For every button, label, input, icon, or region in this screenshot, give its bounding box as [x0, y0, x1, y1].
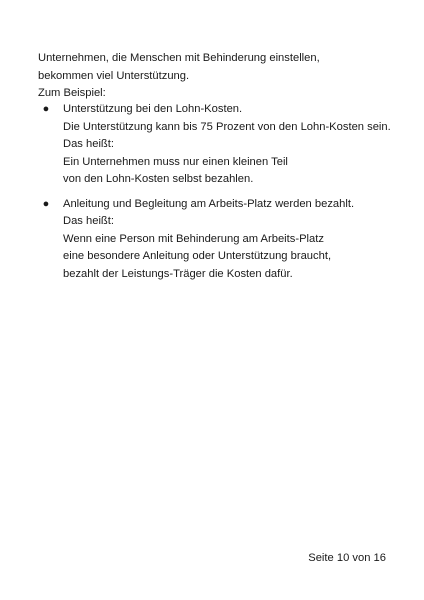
intro-paragraph [38, 50, 320, 103]
intro-line: bekommen viel Unterstützung. [38, 69, 190, 82]
list-item [38, 196, 391, 284]
list-item-line: Das heißt: [63, 138, 114, 150]
list-item-line: bezahlt der Leistungs-Träger die Kosten dafür. [63, 267, 293, 280]
list-item-line: von den Lohn-Kosten selbst bezahlen. [63, 173, 254, 185]
list-item [38, 101, 391, 189]
intro-line: Unternehmen, die Menschen mit Behinderung einstellen, [38, 52, 320, 64]
list-item-line: Wenn eine Person mit Behinderung am Arbeits-Platz [63, 232, 324, 245]
intro-line: Zum Beispiel: [38, 87, 106, 99]
list-item-line: Unterstützung bei den Lohn-Kosten. [63, 103, 243, 115]
bullet-list [38, 101, 391, 290]
bullet-icon: ● [42, 103, 50, 115]
list-item-line: Das heißt: [63, 215, 114, 227]
list-item-line: Die Unterstützung kann bis 75 Prozent von den Lohn-Kosten sein. [63, 120, 391, 133]
list-item-line: eine besondere Anleitung oder Unterstützung braucht, [63, 250, 332, 262]
list-item-line: Ein Unternehmen muss nur einen kleinen Teil [63, 155, 288, 168]
list-item-line: Anleitung und Begleitung am Arbeits-Platz werden bezahlt. [63, 197, 355, 210]
bullet-icon: ● [42, 197, 50, 210]
page-number: Seite 10 von 16 [308, 552, 386, 564]
